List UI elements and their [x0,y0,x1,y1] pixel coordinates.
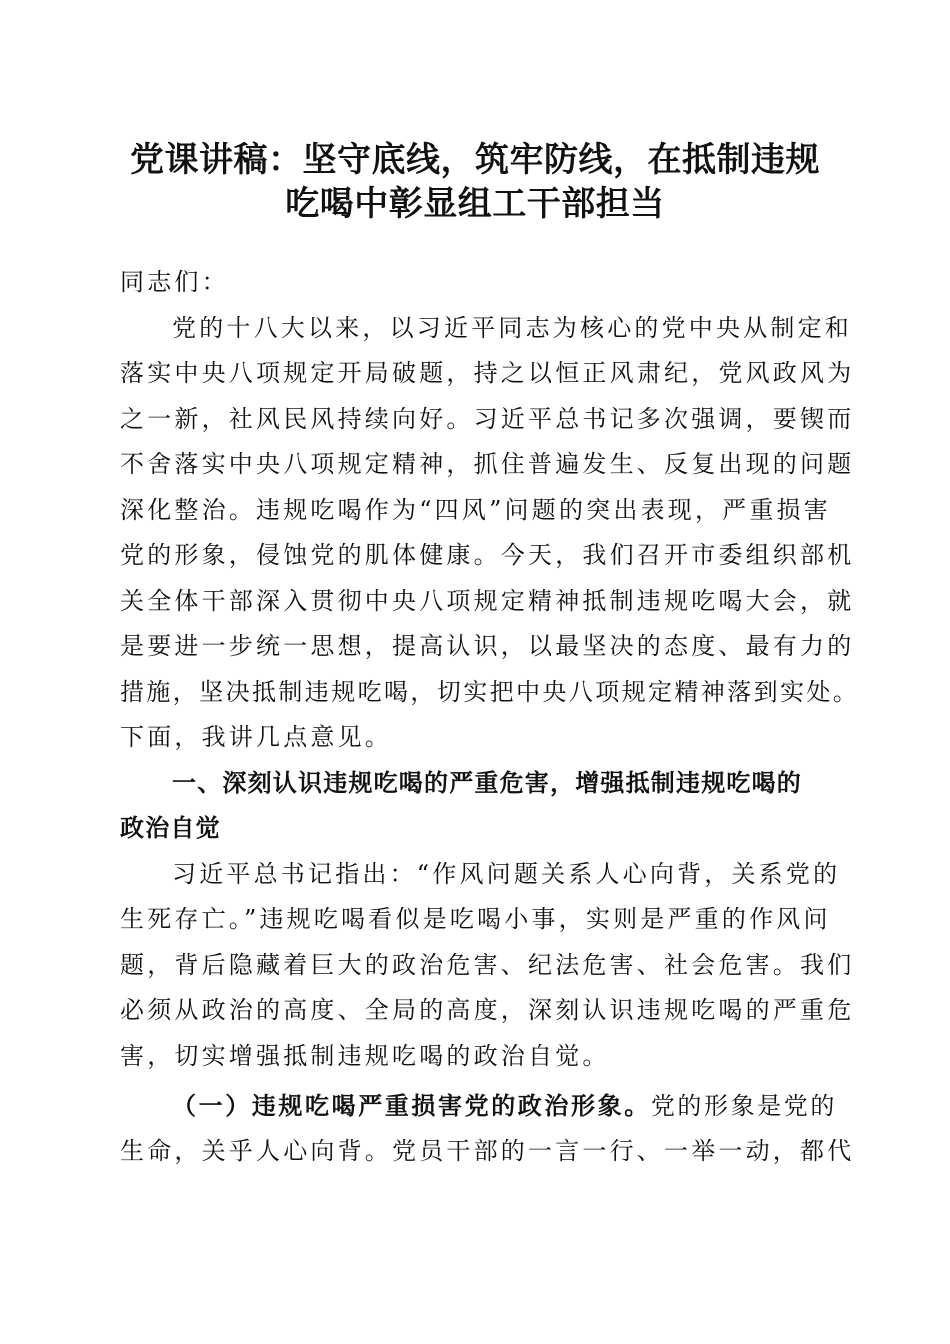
paragraph-line: 习近平总书记指出：“作风问题关系人心向背，关系党的 [172,859,841,888]
paragraph-line: 党的十八大以来，以习近平同志为核心的党中央从制定和 [172,313,852,342]
paragraph-line: 害，切实增强抵制违规吃喝的政治自觉。 [120,1041,610,1070]
salutation: 同志们： [120,268,229,296]
paragraph-line: 必须从政治的高度、全局的高度，深刻认识违规吃喝的严重危 [120,996,855,1024]
subsection-text: 党的形象是党的 [650,1092,838,1120]
paragraph-line: 措施，坚决抵制违规吃喝，切实把中央八项规定精神落到实处。 [120,677,860,706]
paragraph-line: 之一新，社风民风持续向好。习近平总书记多次强调，要锲而 [120,404,855,433]
paragraph-line: 深化整治。违规吃喝作为“四风”问题的突出表现，严重损害 [120,495,831,524]
paragraph-line: 生死存亡。”违规吃喝看似是吃喝小事，实则是严重的作风问 [120,905,831,933]
document-title-line-2: 吃喝中彰显组工干部担当 [285,184,665,224]
section-heading-line: 一、深刻认识违规吃喝的严重危害，增强抵制违规吃喝的 [172,768,802,797]
paragraph-line: 题，背后隐藏着巨大的政治危害、纪法危害、社会危害。我们 [120,950,855,979]
paragraph-line: 是要进一步统一思想，提高认识，以最坚决的态度、最有力的 [120,632,855,660]
document-title-line-1: 党课讲稿：坚守底线，筑牢防线，在抵制违规 [130,140,820,180]
paragraph-line: 不舍落实中央八项规定精神，抓住普遍发生、反复出现的问题 [120,450,855,478]
document-body [120,260,860,1174]
paragraph-line: 落实中央八项规定开局破题，持之以恒正风肃纪，党风政风为 [120,359,855,387]
paragraph-line: 下面，我讲几点意见。 [120,723,392,751]
subsection-heading: （一）违规吃喝严重损害党的政治形象。 [172,1091,651,1120]
paragraph-line: 关全体干部深入贯彻中央八项规定精神抵制违规吃喝大会，就 [120,586,855,615]
paragraph-line: 生命，关乎人心向背。党员干部的一言一行、一举一动，都代 [120,1136,855,1165]
section-heading-line: 政治自觉 [120,814,221,842]
subsection-heading-line [120,1083,840,1129]
paragraph-line: 党的形象，侵蚀党的肌体健康。今天，我们召开市委组织部机 [120,541,855,569]
